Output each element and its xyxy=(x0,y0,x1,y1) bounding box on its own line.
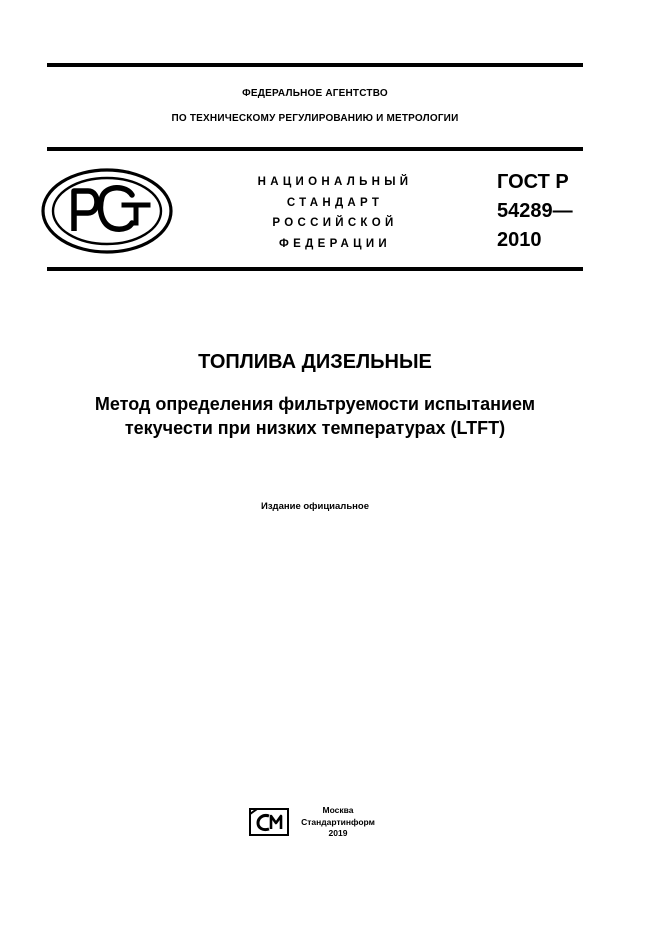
gost-line-2: 54289— xyxy=(497,200,573,222)
header-separator-rule xyxy=(47,147,583,151)
gost-designation xyxy=(497,168,573,255)
document-subtitle xyxy=(47,392,583,440)
subtitle-line-1: Метод определения фильтруемости испытанием xyxy=(94,394,536,414)
document-title: ТОПЛИВА ДИЗЕЛЬНЫЕ xyxy=(198,351,432,373)
publisher-city: Москва xyxy=(322,805,354,815)
publisher-block xyxy=(298,805,378,840)
national-line-2: СТАНДАРТ xyxy=(286,196,384,209)
top-rule xyxy=(47,63,583,67)
standartinform-logo-icon xyxy=(249,808,289,836)
national-standard-label xyxy=(235,172,435,254)
agency-line-1: ФЕДЕРАЛЬНОЕ АГЕНТСТВО xyxy=(242,88,388,99)
rst-certification-logo-icon xyxy=(40,167,174,255)
agency-line-2: ПО ТЕХНИЧЕСКОМУ РЕГУЛИРОВАНИЮ И МЕТРОЛОГИИ xyxy=(171,113,459,124)
national-line-4: ФЕДЕРАЦИИ xyxy=(279,237,391,250)
bottom-header-rule xyxy=(47,267,583,271)
publisher-year: 2019 xyxy=(328,828,348,838)
national-line-3: РОССИЙСКОЙ xyxy=(272,217,398,229)
gost-line-1: ГОСТ Р xyxy=(497,171,569,193)
edition-label: Издание официальное xyxy=(261,501,369,512)
publisher-name: Стандартинформ xyxy=(301,816,375,827)
gost-line-3: 2010 xyxy=(497,229,542,251)
subtitle-line-2: текучести при низких температурах (LTFT) xyxy=(124,418,506,438)
national-line-1: НАЦИОНАЛЬНЫЙ xyxy=(257,176,413,188)
